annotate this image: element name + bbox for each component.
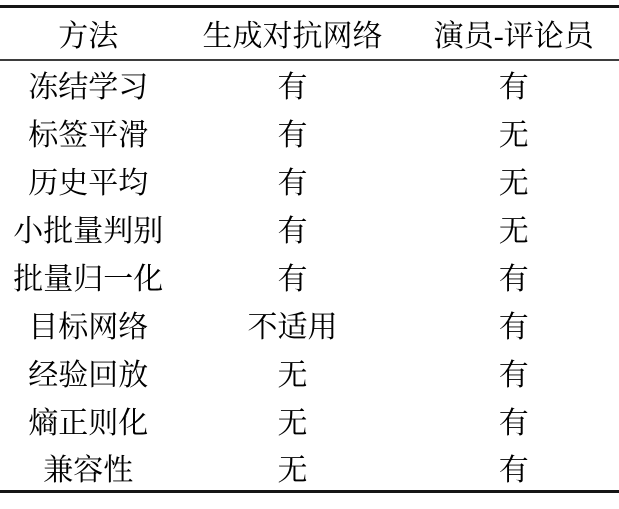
table-row	[0, 300, 619, 348]
column-header-method: 方法	[58, 20, 119, 54]
actor-critic-value-cell: 无	[498, 166, 529, 200]
gan-value-cell: 有	[277, 166, 308, 200]
actor-critic-value-cell: 有	[498, 71, 529, 104]
table-row	[0, 252, 619, 300]
method-cell: 熵正则化	[28, 406, 149, 440]
table-row	[0, 60, 619, 108]
table-row	[0, 444, 619, 492]
gan-value-cell: 有	[277, 71, 308, 104]
method-cell: 历史平均	[28, 166, 149, 200]
actor-critic-value-cell: 无	[498, 118, 529, 152]
method-cell: 标签平滑	[28, 118, 149, 152]
gan-value-cell: 无	[277, 406, 308, 440]
table-row	[0, 204, 619, 252]
column-header-actor-critic: 演员-评论员	[433, 20, 594, 54]
gan-value-cell: 有	[277, 118, 308, 152]
gan-value-cell: 有	[277, 262, 308, 296]
table-row	[0, 348, 619, 396]
method-cell: 批量归一化	[13, 262, 164, 296]
table-row	[0, 396, 619, 444]
method-cell: 目标网络	[28, 310, 149, 344]
method-cell: 兼容性	[43, 453, 134, 487]
gan-value-cell: 有	[277, 214, 308, 248]
actor-critic-value-cell: 无	[498, 214, 529, 248]
actor-critic-value-cell: 有	[498, 262, 529, 296]
comparison-table	[0, 5, 619, 493]
gan-value-cell: 无	[277, 358, 308, 392]
gan-value-cell: 无	[277, 453, 308, 487]
actor-critic-value-cell: 有	[498, 358, 529, 392]
actor-critic-value-cell: 有	[498, 406, 529, 440]
method-cell: 小批量判别	[13, 214, 164, 248]
actor-critic-value-cell: 有	[498, 453, 529, 487]
method-cell: 经验回放	[28, 358, 149, 392]
table-row	[0, 108, 619, 156]
actor-critic-value-cell: 有	[498, 310, 529, 344]
method-cell: 冻结学习	[28, 71, 149, 104]
gan-value-cell: 不适用	[247, 310, 338, 344]
table-row	[0, 156, 619, 204]
column-header-gan: 生成对抗网络	[202, 20, 383, 54]
header-row	[0, 7, 619, 60]
